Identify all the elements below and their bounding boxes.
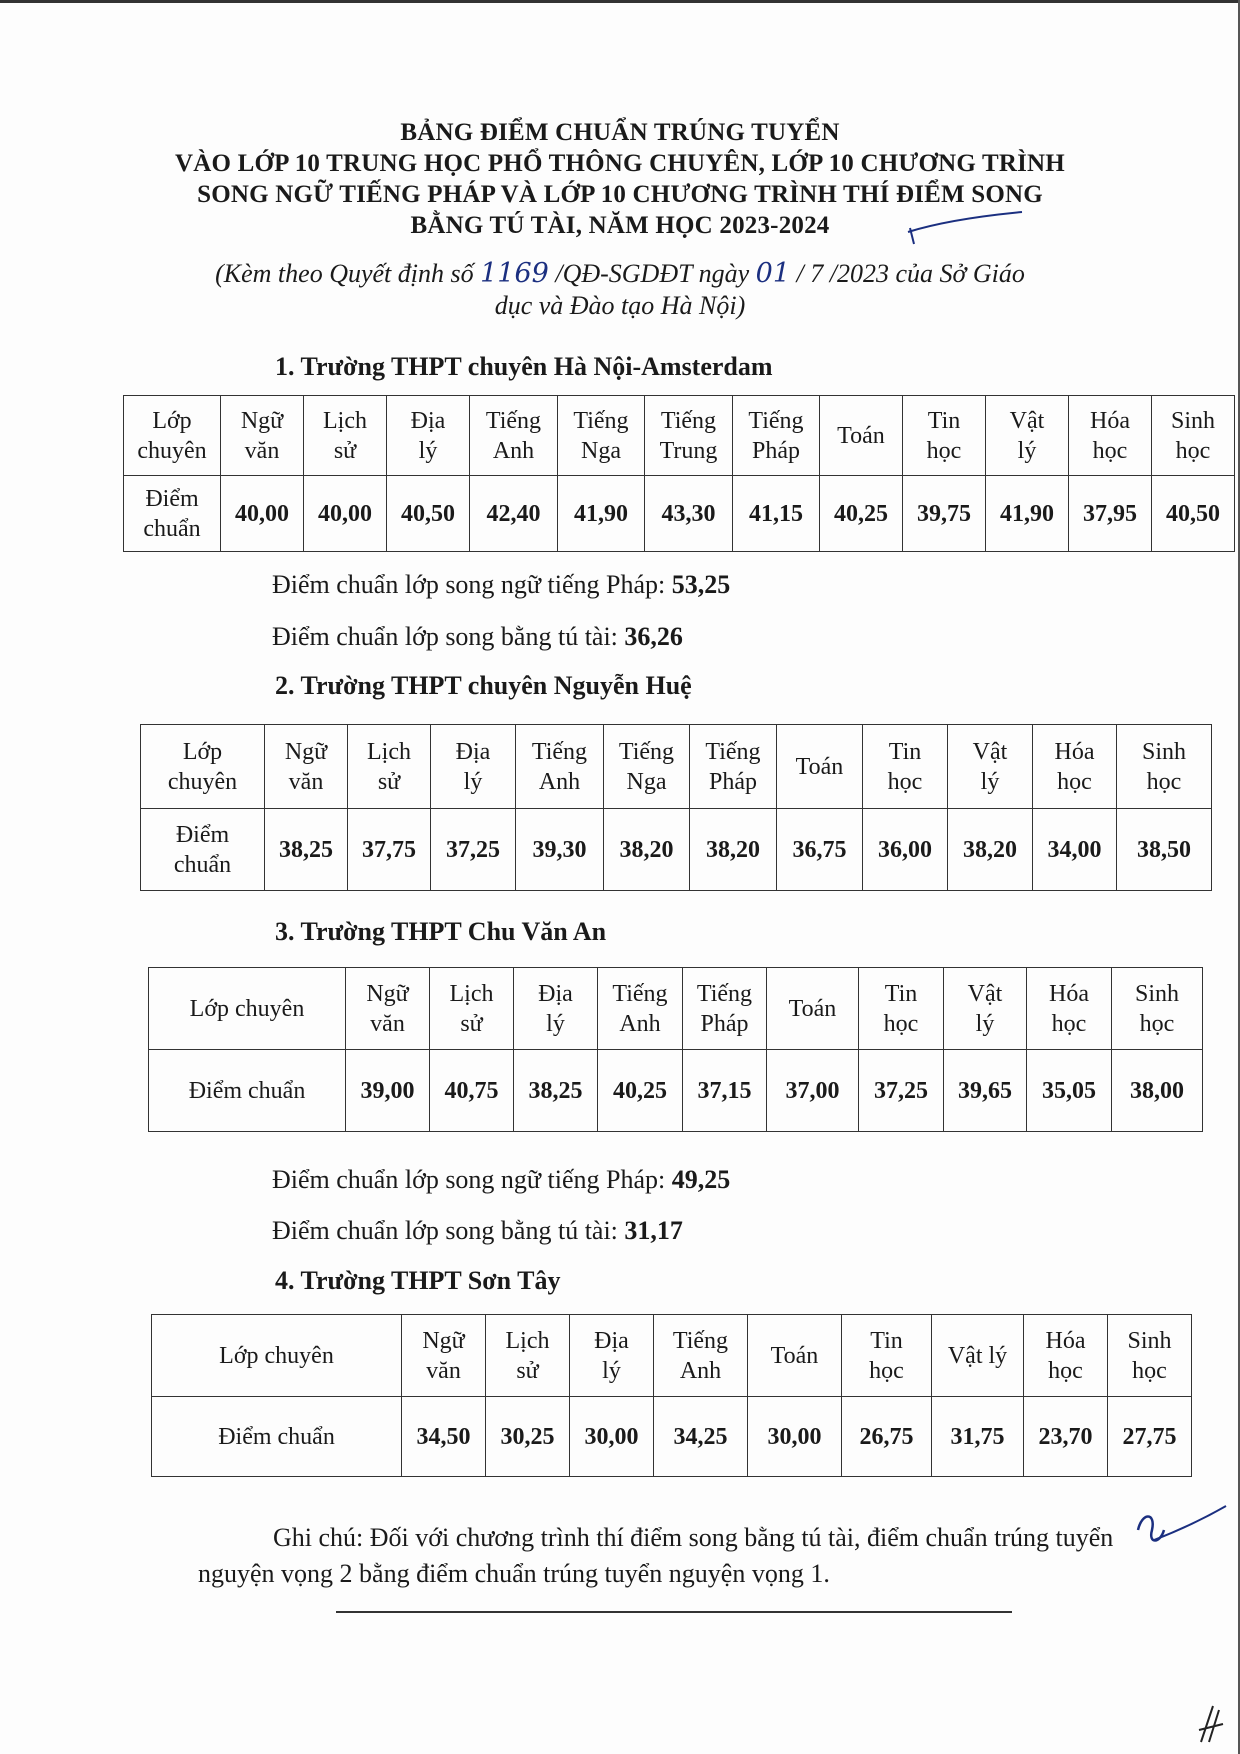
school-heading-2: 2. Trường THPT chuyên Nguyễn Huệ: [275, 671, 692, 700]
cutoff-note-value: 31,17: [624, 1216, 683, 1245]
score-cell: 40,75: [430, 1050, 514, 1132]
score-cell: 37,75: [348, 809, 431, 891]
subject-header-cell: [486, 1315, 570, 1397]
score-cell: 40,25: [820, 476, 903, 552]
subject-header-cell: [690, 725, 777, 809]
cutoff-note-value: 36,26: [624, 622, 683, 651]
cell-text: Ngữ: [422, 1327, 465, 1354]
subject-header-cell: [1033, 725, 1117, 809]
cell-text: sử: [333, 437, 357, 464]
subtitle-suffix: / 7 /2023 của Sở Giáo: [790, 259, 1025, 288]
cell-text: Sinh: [1170, 407, 1215, 434]
score-cell: 34,00: [1033, 809, 1117, 891]
cell-text: lý: [1017, 437, 1037, 464]
cutoff-note: [272, 1216, 683, 1246]
score-table-4: [151, 1314, 1192, 1477]
cell-text: Điểm: [175, 821, 230, 848]
cell-text: Ngữ: [366, 980, 409, 1007]
cell-text: sử: [460, 1010, 483, 1037]
score-cell: 35,05: [1027, 1050, 1112, 1132]
row-label-cell: [152, 1397, 402, 1477]
cell-text: Tin: [927, 407, 961, 434]
subject-header-cell: [733, 396, 820, 476]
score-cell: 38,20: [604, 809, 690, 891]
page-corner-mark: [1195, 1700, 1229, 1746]
score-cell: 34,50: [402, 1397, 486, 1477]
cell-text: Địa: [538, 980, 573, 1007]
subject-header-cell: [986, 396, 1069, 476]
cell-text: Tiếng: [612, 980, 668, 1007]
score-cell: 42,40: [470, 476, 558, 552]
cell-text: chuyên: [167, 768, 238, 795]
score-table-2: [140, 724, 1212, 891]
cell-text: Tiếng: [573, 407, 629, 434]
subtitle-line-1: [170, 258, 1070, 290]
table-header-row: [152, 1315, 1192, 1397]
cutoff-note: [272, 570, 730, 600]
score-cell: 38,20: [948, 809, 1033, 891]
cell-text: Lớp: [182, 738, 223, 765]
subject-header-cell: [304, 396, 387, 476]
cell-text: Anh: [679, 1357, 722, 1384]
subject-header-cell: [683, 968, 767, 1050]
cell-text: Điểm: [145, 485, 199, 512]
subject-header-cell: [430, 968, 514, 1050]
cell-text: chuẩn: [173, 851, 232, 878]
closing-rule: [336, 1611, 1012, 1613]
subject-header-cell: [221, 396, 304, 476]
cell-text: Tiếng: [531, 738, 588, 765]
cell-text: Vật: [1009, 407, 1045, 434]
subject-header-cell: [948, 725, 1033, 809]
subject-header-cell: [598, 968, 683, 1050]
cutoff-note: [272, 622, 683, 652]
cell-text: Toán: [837, 422, 885, 449]
table-score-row: [124, 476, 1235, 552]
score-cell: 26,75: [842, 1397, 932, 1477]
score-cell: 30,00: [748, 1397, 842, 1477]
subject-header-cell: [348, 725, 431, 809]
score-cell: 41,15: [733, 476, 820, 552]
cell-text: Lớp: [152, 407, 192, 434]
score-cell: 40,50: [387, 476, 470, 552]
score-cell: 39,30: [516, 809, 604, 891]
cutoff-note-label: Điểm chuẩn lớp song ngữ tiếng Pháp:: [272, 570, 672, 599]
cell-text: Tin: [884, 980, 918, 1007]
title-line-2: VÀO LỚP 10 TRUNG HỌC PHỔ THÔNG CHUYÊN, LỚP 10 CHƯƠNG TRÌNH: [175, 150, 1065, 177]
title-line-4: BẰNG TÚ TÀI, NĂM HỌC 2023-2024: [410, 212, 830, 239]
cell-text: Nga: [626, 768, 667, 795]
cell-text: học: [883, 1010, 919, 1037]
subject-header-cell: [1112, 968, 1203, 1050]
subject-header-cell: [859, 968, 944, 1050]
school-heading-3: 3. Trường THPT Chu Văn An: [275, 917, 607, 946]
subject-header-cell: [820, 396, 903, 476]
header-label-cell: [124, 396, 221, 476]
score-table-1: [123, 395, 1235, 552]
cell-text: Toán: [788, 995, 837, 1022]
score-cell: 34,25: [654, 1397, 748, 1477]
subject-header-cell: [1027, 968, 1112, 1050]
table-header-row: [124, 396, 1235, 476]
cell-text: Anh: [619, 1010, 661, 1037]
cell-text: văn: [426, 1357, 461, 1384]
header-label-cell: [149, 968, 346, 1050]
row-label-cell: [141, 809, 265, 891]
cell-text: học: [926, 437, 962, 464]
cell-text: Ngữ: [240, 407, 284, 434]
cell-text: Pháp: [700, 1010, 749, 1037]
score-cell: 27,75: [1108, 1397, 1192, 1477]
score-cell: 39,00: [346, 1050, 430, 1132]
cell-text: Điểm chuẩn: [188, 1077, 306, 1104]
subject-header-cell: [654, 1315, 748, 1397]
header-label-cell: [141, 725, 265, 809]
cell-text: Lớp chuyên: [189, 995, 305, 1022]
table-score-row: [141, 809, 1212, 891]
score-cell: 38,25: [514, 1050, 598, 1132]
subject-header-cell: [748, 1315, 842, 1397]
cell-text: Địa: [410, 407, 446, 434]
subject-header-cell: [387, 396, 470, 476]
cell-text: học: [887, 768, 923, 795]
cell-text: chuẩn: [143, 515, 201, 542]
subtitle-line-2: dục và Đào tạo Hà Nội): [494, 291, 746, 320]
cell-text: lý: [980, 768, 1000, 795]
score-cell: 40,50: [1152, 476, 1235, 552]
cutoff-note-label: Điểm chuẩn lớp song ngữ tiếng Pháp:: [272, 1165, 672, 1194]
cell-text: Anh: [538, 768, 581, 795]
cutoff-note-label: Điểm chuẩn lớp song bằng tú tài:: [272, 622, 625, 651]
cell-text: văn: [244, 437, 280, 464]
subject-header-cell: [470, 396, 558, 476]
cell-text: Anh: [492, 437, 535, 464]
page-edge-top: [0, 0, 1240, 3]
row-label-cell: [149, 1050, 346, 1132]
cell-text: Điểm chuẩn: [218, 1423, 335, 1450]
score-cell: 38,25: [265, 809, 348, 891]
score-cell: 23,70: [1024, 1397, 1108, 1477]
cell-text: Hóa: [1090, 407, 1130, 434]
cell-text: học: [1051, 1010, 1087, 1037]
subject-header-cell: [604, 725, 690, 809]
cell-text: Lịch: [449, 980, 494, 1007]
score-cell: 40,25: [598, 1050, 683, 1132]
cell-text: Pháp: [752, 437, 800, 464]
cell-text: Trung: [659, 437, 718, 464]
cutoff-note-label: Điểm chuẩn lớp song bằng tú tài:: [272, 1216, 625, 1245]
score-cell: 36,75: [777, 809, 863, 891]
score-cell: 40,00: [221, 476, 304, 552]
cell-text: Sinh: [1134, 980, 1179, 1007]
row-label-cell: [124, 476, 221, 552]
cell-text: lý: [975, 1010, 995, 1037]
cell-text: Tiếng: [485, 407, 542, 434]
score-cell: 43,30: [645, 476, 733, 552]
cell-text: học: [1146, 768, 1182, 795]
score-table-3: [148, 967, 1203, 1132]
score-cell: 37,00: [767, 1050, 859, 1132]
subject-header-cell: [903, 396, 986, 476]
cell-text: sử: [516, 1357, 539, 1384]
table-score-row: [149, 1050, 1203, 1132]
cutoff-note: [272, 1165, 730, 1195]
cell-text: chuyên: [137, 437, 207, 464]
table-header-row: [149, 968, 1203, 1050]
subject-header-cell: [558, 396, 645, 476]
cell-text: lý: [418, 437, 438, 464]
decision-number: 1169: [480, 258, 549, 289]
subject-header-cell: [767, 968, 859, 1050]
cell-text: Hóa: [1049, 980, 1089, 1007]
score-cell: 30,25: [486, 1397, 570, 1477]
cell-text: Tiếng: [696, 980, 753, 1007]
cell-text: Toán: [795, 753, 844, 780]
score-cell: 30,00: [570, 1397, 654, 1477]
cell-text: Sinh: [1127, 1327, 1172, 1354]
cell-text: Vật: [967, 980, 1003, 1007]
subject-header-cell: [1069, 396, 1152, 476]
score-cell: 37,15: [683, 1050, 767, 1132]
footnote: Ghi chú: Đối với chương trình thí điểm song bằng tú tài, điểm chuẩn trúng tuyển nguyện vọng 2 bằng điểm chuẩn trúng tuyển nguyện vọng 1.: [198, 1523, 1114, 1588]
subtitle-prefix: (Kèm theo Quyết định số: [215, 259, 481, 288]
cell-text: sử: [377, 768, 401, 795]
score-cell: 38,20: [690, 809, 777, 891]
score-cell: 36,00: [863, 809, 948, 891]
subject-header-cell: [932, 1315, 1024, 1397]
score-cell: 38,00: [1112, 1050, 1203, 1132]
cell-text: lý: [463, 768, 483, 795]
cell-text: Ngữ: [284, 738, 328, 765]
cell-text: lý: [546, 1010, 565, 1037]
cell-text: học: [1048, 1357, 1083, 1384]
cell-text: Tiếng: [660, 407, 717, 434]
cell-text: Sinh: [1141, 738, 1186, 765]
subject-header-cell: [1108, 1315, 1192, 1397]
subject-header-cell: [777, 725, 863, 809]
cell-text: Nga: [581, 437, 621, 464]
title-line-1: BẢNG ĐIỂM CHUẨN TRÚNG TUYỂN: [400, 119, 840, 146]
initial-mark-footnote: [1130, 1500, 1230, 1560]
subtitle-mid: /QĐ-SGDĐT ngày: [548, 259, 756, 288]
subject-header-cell: [1117, 725, 1212, 809]
score-cell: 31,75: [932, 1397, 1024, 1477]
cell-text: học: [1057, 768, 1092, 795]
cell-text: Tiếng: [672, 1327, 729, 1354]
cell-text: lý: [602, 1357, 621, 1384]
subject-header-cell: [645, 396, 733, 476]
cell-text: Tiếng: [748, 407, 804, 434]
score-cell: 37,95: [1069, 476, 1152, 552]
cell-text: học: [1175, 437, 1211, 464]
subject-header-cell: [863, 725, 948, 809]
cell-text: Lịch: [505, 1327, 550, 1354]
cell-text: Hóa: [1054, 738, 1095, 765]
cell-text: Địa: [594, 1327, 629, 1354]
score-cell: 39,75: [903, 476, 986, 552]
subject-header-cell: [346, 968, 430, 1050]
cell-text: học: [1139, 1010, 1175, 1037]
cell-text: Vật lý: [947, 1342, 1008, 1369]
cell-text: Tiếng: [618, 738, 675, 765]
score-cell: 38,50: [1117, 809, 1212, 891]
subject-header-cell: [516, 725, 604, 809]
cell-text: Tiếng: [705, 738, 761, 765]
subject-header-cell: [944, 968, 1027, 1050]
cutoff-note-value: 53,25: [671, 570, 731, 599]
initial-mark-title: [900, 210, 1030, 246]
cell-text: Tin: [888, 738, 922, 765]
subject-header-cell: [1152, 396, 1235, 476]
cell-text: văn: [370, 1010, 405, 1037]
cell-text: văn: [288, 768, 324, 795]
cell-text: Toán: [770, 1342, 819, 1369]
cell-text: Pháp: [709, 768, 757, 795]
subject-header-cell: [402, 1315, 486, 1397]
score-cell: 37,25: [431, 809, 516, 891]
school-heading-1: 1. Trường THPT chuyên Hà Nội-Amsterdam: [275, 352, 773, 381]
subject-header-cell: [431, 725, 516, 809]
subject-header-cell: [842, 1315, 932, 1397]
table-score-row: [152, 1397, 1192, 1477]
score-cell: 40,00: [304, 476, 387, 552]
cell-text: học: [1132, 1357, 1167, 1384]
cell-text: Hóa: [1045, 1327, 1086, 1354]
cutoff-note-value: 49,25: [671, 1165, 731, 1194]
subject-header-cell: [570, 1315, 654, 1397]
subject-header-cell: [1024, 1315, 1108, 1397]
title-line-3: SONG NGỮ TIẾNG PHÁP VÀ LỚP 10 CHƯƠNG TRÌNH THÍ ĐIỂM SONG: [197, 181, 1043, 208]
cell-text: Lớp chuyên: [219, 1342, 334, 1369]
cell-text: Địa: [455, 738, 491, 765]
cell-text: học: [869, 1357, 904, 1384]
score-cell: 41,90: [986, 476, 1069, 552]
subject-header-cell: [265, 725, 348, 809]
table-header-row: [141, 725, 1212, 809]
cell-text: Tin: [870, 1327, 903, 1354]
score-cell: 41,90: [558, 476, 645, 552]
decision-day: 01: [755, 258, 790, 289]
school-heading-4: 4. Trường THPT Sơn Tây: [275, 1266, 561, 1295]
score-cell: 39,65: [944, 1050, 1027, 1132]
score-cell: 37,25: [859, 1050, 944, 1132]
cell-text: Lịch: [323, 407, 367, 434]
cell-text: Lịch: [367, 738, 411, 765]
cell-text: học: [1092, 437, 1128, 464]
cell-text: Vật: [972, 738, 1008, 765]
subject-header-cell: [514, 968, 598, 1050]
header-label-cell: [152, 1315, 402, 1397]
